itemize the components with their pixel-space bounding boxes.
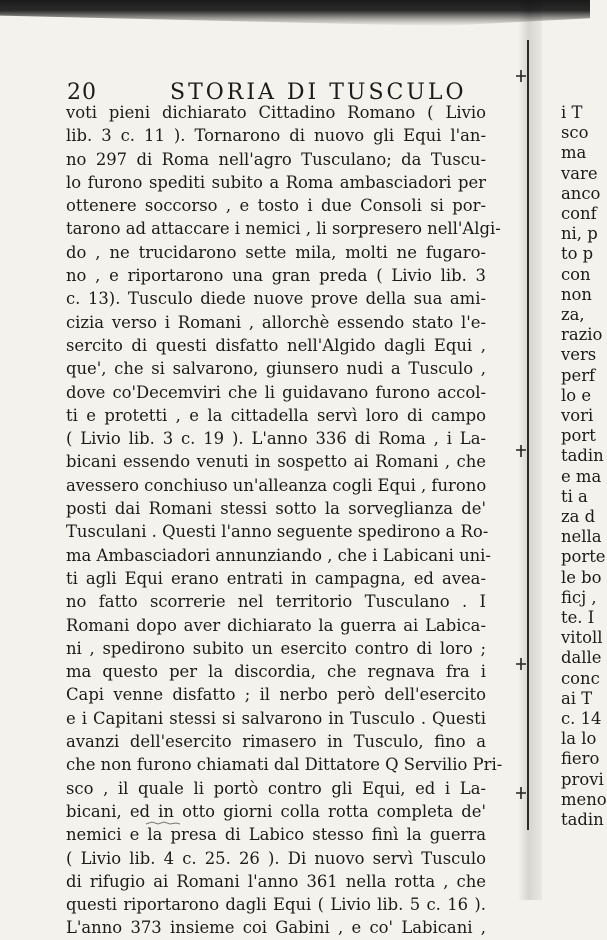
text-line: no , e riportarono una gran preda ( Livio lib. 3 <box>66 266 486 286</box>
text-line: que', che si salvarono, giunsero nudi a Tusculo , <box>66 359 486 379</box>
text-line: questi riportarono dagli Equi ( Livio lib. 5 c. 16 ). <box>66 895 486 915</box>
binding-mark <box>516 445 525 457</box>
text-line: ma questo per la discordia, che regnava fra i <box>66 662 486 682</box>
right-page-fragment: tadin <box>561 810 604 829</box>
text-line: Tusculani . Questi l'anno seguente spedirono a Ro- <box>66 522 489 542</box>
right-page-fragment: nella <box>561 527 602 547</box>
right-page-fragment: te. I <box>561 608 595 627</box>
page-fold-line <box>527 40 529 830</box>
text-line: sercito di questi disfatto nell'Algido dagli Equi , <box>66 335 486 355</box>
text-line: ni , spedirono subito un esercito contro di loro ; <box>66 638 486 658</box>
text-line: sco , il quale li portò contro gli Equi, ed i La- <box>66 778 486 798</box>
right-page-fragment: sco <box>561 123 589 143</box>
text-line: voti pieni dichiarato Cittadino Romano ( Livio <box>66 103 486 122</box>
text-line: Capi venne disfatto ; il nerbo però dell'esercito <box>66 685 486 705</box>
text-line: ti e protetti , e la cittadella servì loro di campo <box>66 405 486 425</box>
text-line: nemici e la presa di Labico stesso finì la guerra <box>66 825 486 845</box>
text-line: tarono ad attaccare i nemici , li sorpresero nell'Algi- <box>66 219 501 239</box>
text-line: di rifugio ai Romani l'anno 361 nella rotta , che <box>66 871 486 891</box>
right-page-fragment: conf <box>561 204 597 223</box>
text-line: bicani essendo venuti in sospetto ai Romani , che <box>66 452 486 472</box>
text-line: no 297 di Roma nell'agro Tusculano; da Tuscu- <box>66 149 486 169</box>
right-page-fragment: c. 14 <box>561 709 602 728</box>
right-page-fragment: ficj , <box>561 587 597 607</box>
text-line: lib. 3 c. 11 ). Tornarono di nuovo gli Equi l'an- <box>66 126 486 146</box>
right-page-fragment: le bo <box>561 567 602 587</box>
right-page-fragment: za, <box>561 305 585 324</box>
right-page-fragment: e ma <box>561 466 602 486</box>
right-page-fragment: razio <box>561 325 603 345</box>
right-page-fragment: vers <box>561 345 597 365</box>
ink-scratch <box>146 820 180 826</box>
text-line: ( Livio lib. 4 c. 25. 26 ). Di nuovo servì Tusculo <box>66 848 486 868</box>
right-page-fragment: porte <box>561 547 606 567</box>
text-line: bicani, ed in otto giorni colla rotta completa de' <box>66 801 486 821</box>
right-page-fragment: dalle <box>561 648 602 668</box>
right-page-fragment: vitoll <box>561 628 603 648</box>
text-line: ottenere soccorso , e tosto i due Consoli si por- <box>66 196 486 216</box>
right-page-fragment: fiero <box>561 749 600 769</box>
page-number: 20 <box>67 80 97 105</box>
right-page-edge <box>545 0 607 900</box>
right-page-fragment: ni, p <box>561 224 598 244</box>
text-line: ti agli Equi erano entrati in campagna, ed avea- <box>66 568 486 588</box>
right-page-fragment: conc <box>561 668 600 688</box>
text-line: Romani dopo aver dichiarato la guerra ai Labica- <box>66 615 486 635</box>
right-page-fragment: ti a <box>561 486 588 506</box>
right-page-fragment: to p <box>561 244 594 264</box>
right-page-fragment: anco <box>561 183 601 203</box>
text-line: no fatto scorrerie nel territorio Tusculano . I <box>66 592 486 612</box>
text-line: dove co'Decemviri che li guidavano furono accol- <box>66 382 486 402</box>
binding-mark <box>516 658 525 670</box>
right-page-fragment: i T <box>561 103 583 122</box>
right-page-fragment: meno <box>561 789 607 809</box>
right-page-fragment: vori <box>561 406 594 425</box>
text-line: e i Capitani stessi si salvarono in Tusculo . Questi <box>66 708 486 728</box>
binding-mark <box>516 70 525 82</box>
body-text <box>66 101 503 940</box>
right-page-fragment: non <box>561 284 592 304</box>
right-page-fragment: perf <box>561 365 596 385</box>
text-line: ma Ambasciadori annunziando , che i Labicani uni- <box>66 545 491 565</box>
text-line: L'anno 373 insieme coi Gabini , e co' Labicani , <box>66 918 486 938</box>
text-line: ( Livio lib. 3 c. 19 ). L'anno 336 di Roma , i La- <box>66 429 486 449</box>
text-line: che non furono chiamati dal Dittatore Q Servilio Pri- <box>66 755 503 775</box>
right-page-fragment: tadin <box>561 446 604 466</box>
right-page-fragment: lo e <box>561 385 592 405</box>
right-page-fragment: vare <box>561 163 598 183</box>
text-line: avessero conchiuso un'alleanza cogli Equi , furono <box>66 475 487 495</box>
text-line: posti dai Romani stessi sotto la sorveglianza de' <box>66 499 486 519</box>
text-line: do , ne trucidarono sette mila, molti ne fugaro- <box>66 242 486 262</box>
text-line: c. 13). Tusculo diede nuove prove della sua ami- <box>66 289 486 309</box>
running-title: STORIA DI TUSCULO <box>170 80 467 105</box>
right-page-fragment: con <box>561 264 591 284</box>
text-line: cizia verso i Romani , allorchè essendo stato l'e- <box>66 312 486 332</box>
right-page-fragment: ma <box>561 143 587 163</box>
binding-mark <box>516 787 525 799</box>
right-page-fragment: ai T <box>561 688 593 708</box>
text-line: avanzi dell'esercito rimasero in Tusculo, fino a <box>66 732 486 752</box>
right-page-fragment: port <box>561 426 596 446</box>
text-line: lo furono spediti subito a Roma ambasciadori per <box>66 172 486 192</box>
right-page-fragment: la lo <box>561 729 597 749</box>
right-page-fragment: za d <box>561 507 596 526</box>
right-page-fragment: provi <box>561 769 604 789</box>
